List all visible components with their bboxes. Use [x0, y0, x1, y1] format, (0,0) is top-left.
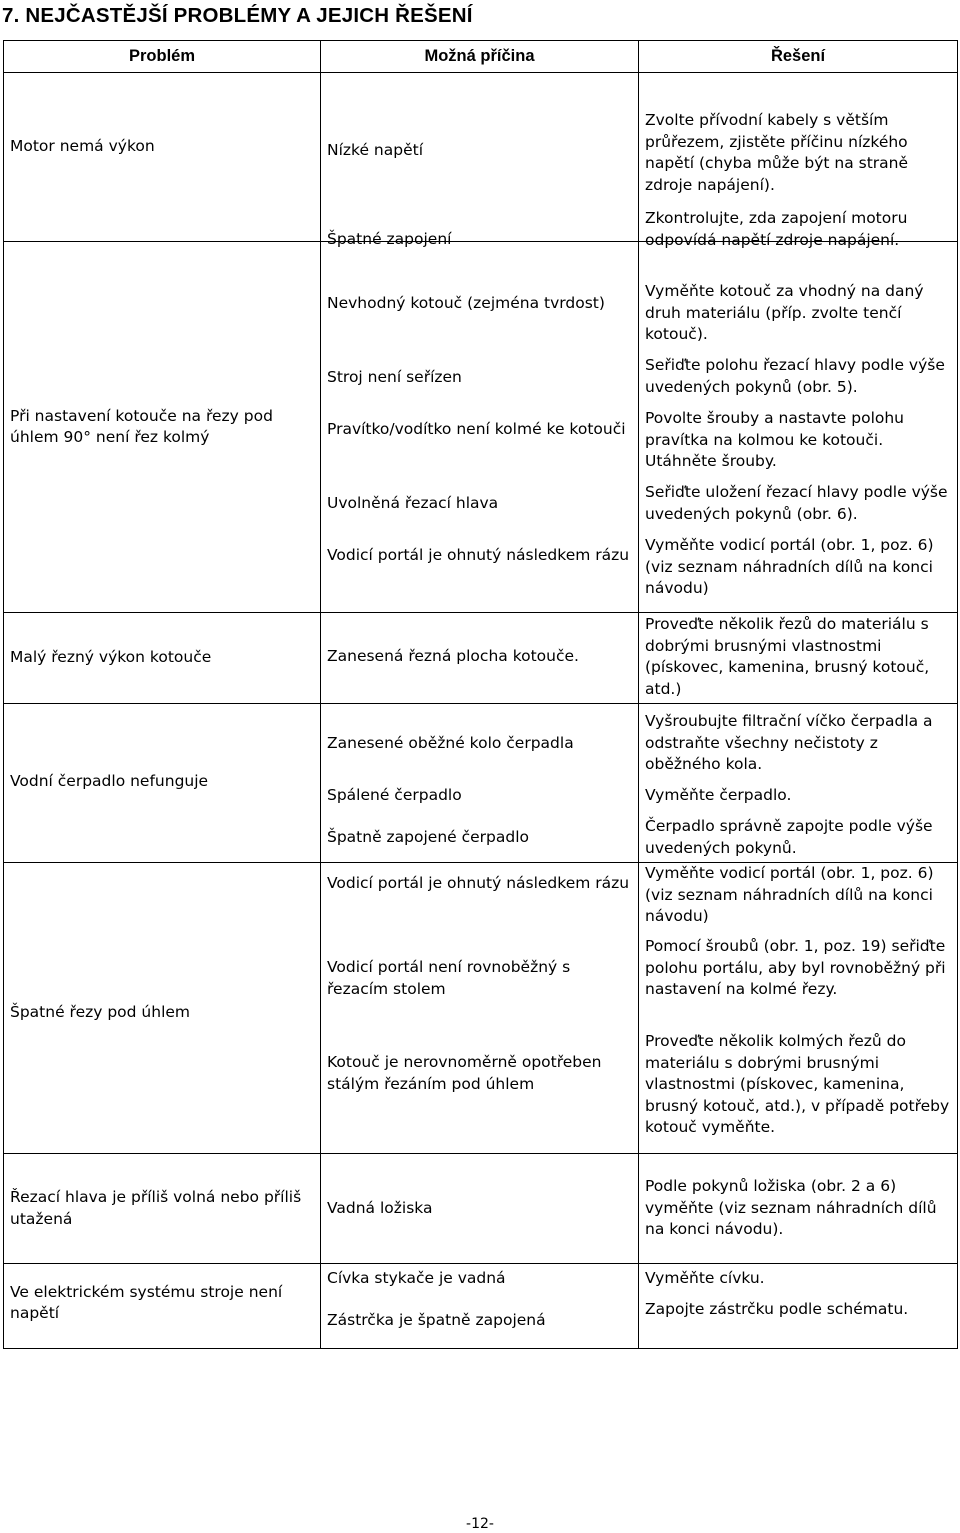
cause-text: Vodicí portál není rovnoběžný s řezacím stolem: [327, 958, 571, 998]
solution-cell: [639, 1264, 958, 1349]
cause-cell: [321, 704, 639, 863]
problem-cell: [4, 613, 321, 704]
cause-cell: [321, 613, 639, 704]
cause-text: Zástrčka je špatně zapojená: [327, 1311, 546, 1329]
solution-text: Vyměňte čerpadlo.: [645, 786, 792, 804]
solution-cell: [639, 704, 958, 863]
solution-text: Seřiďte polohu řezací hlavy podle výše uvedených pokynů (obr. 5).: [645, 356, 945, 396]
solution-text: Zkontrolujte, zda zapojení motoru odpovídá napětí zdroje napájení.: [645, 209, 908, 249]
problem-cell: [4, 242, 321, 613]
cause-text: Vodicí portál je ohnutý následkem rázu: [327, 874, 630, 892]
problem-cell: [4, 1154, 321, 1264]
problem-cell: [4, 73, 321, 242]
cause-text: Zanesené oběžné kolo čerpadla: [327, 734, 574, 752]
solution-text: Povolte šrouby a nastavte polohu pravítka na kolmou ke kotouči. Utáhněte šrouby.: [645, 409, 905, 470]
problem-cell: [4, 1264, 321, 1349]
problem-cell: [4, 863, 321, 1154]
cause-cell: [321, 1264, 639, 1349]
solution-cell: [639, 73, 958, 249]
problem-text: Řezací hlava je příliš volná nebo příliš utažená: [10, 1188, 302, 1228]
cause-text: Stroj není seřízen: [327, 368, 462, 386]
problem-text: Motor nemá výkon: [10, 137, 155, 156]
table-header-row: [4, 41, 958, 73]
solution-text: Vyměňte cívku.: [645, 1269, 765, 1287]
cause-text: Vadná ložiska: [327, 1199, 433, 1217]
cause-text: Kotouč je nerovnoměrně opotřeben stálým řezáním pod úhlem: [327, 1053, 602, 1093]
column-header-problem: Problém: [4, 41, 321, 73]
table-row: [4, 242, 958, 613]
cause-text: Nízké napětí: [327, 141, 424, 159]
solution-text: Podle pokynů ložiska (obr. 2 a 6) vyměňte (viz seznam náhradních dílů na konci návodu).: [645, 1177, 937, 1238]
column-header-cause: Možná příčina: [321, 41, 639, 73]
cause-cell: [321, 242, 639, 613]
solution-text: Čerpadlo správně zapojte podle výše uvedených pokynů.: [645, 817, 933, 857]
problem-text: Vodní čerpadlo nefunguje: [10, 772, 209, 791]
table-row: [4, 863, 958, 1154]
cause-text: Cívka stykače je vadná: [327, 1269, 506, 1287]
solution-text: Seřiďte uložení řezací hlavy podle výše uvedených pokynů (obr. 6).: [645, 483, 948, 523]
solution-text: Vyměňte kotouč za vhodný na daný druh materiálu (příp. zvolte tenčí kotouč).: [645, 282, 924, 343]
table-row: [4, 1264, 958, 1349]
cause-text: Vodicí portál je ohnutý následkem rázu: [327, 546, 630, 564]
solution-text: Proveďte několik kolmých řezů do materiálu s dobrými brusnými vlastnostmi (pískovec, kamenina, brusný kotouč, atd.), v případě potřeby kotouč vyměňte.: [645, 1032, 950, 1136]
cause-text: Nevhodný kotouč (zejména tvrdost): [327, 294, 605, 312]
table-row: [4, 704, 958, 863]
problem-cell: [4, 704, 321, 863]
solution-text: Vyšroubujte filtrační víčko čerpadla a odstraňte všechny nečistoty z oběžného kola.: [645, 712, 933, 773]
column-header-solution: Řešení: [639, 41, 958, 73]
solution-cell: [639, 863, 958, 1154]
cause-text: Špatně zapojené čerpadlo: [327, 828, 530, 846]
page-number: -12-: [466, 1516, 494, 1532]
cause-text: Špatné zapojení: [327, 230, 452, 248]
solution-text: Pomocí šroubů (obr. 1, poz. 19) seřiďte polohu portálu, aby byl rovnoběžný při nastavení na kolmé řezy.: [645, 937, 946, 998]
cause-cell: [321, 1154, 639, 1264]
cause-text: Spálené čerpadlo: [327, 786, 462, 804]
solution-cell: [639, 1154, 958, 1264]
problem-text: Špatné řezy pod úhlem: [10, 1003, 191, 1022]
troubleshooting-table: [3, 40, 958, 1349]
problem-text: Při nastavení kotouče na řezy pod úhlem 90° není řez kolmý: [10, 406, 273, 446]
table-row: [4, 73, 958, 242]
problem-text: Ve elektrickém systému stroje není napětí: [10, 1282, 283, 1322]
solution-text: Vyměňte vodicí portál (obr. 1, poz. 6) (viz seznam náhradních dílů na konci návodu): [645, 864, 934, 925]
solution-cell: [639, 242, 958, 613]
solution-text: Vyměňte vodicí portál (obr. 1, poz. 6) (viz seznam náhradních dílů na konci návodu): [645, 536, 934, 597]
cause-cell: [321, 863, 639, 1154]
cause-text: Uvolněná řezací hlava: [327, 494, 499, 512]
solution-text: Proveďte několik řezů do materiálu s dobrými brusnými vlastnostmi (pískovec, kamenina, brusný kotouč, atd.): [645, 615, 930, 698]
table-row: [4, 613, 958, 704]
cause-text: Pravítko/vodítko není kolmé ke kotouči: [327, 420, 626, 438]
cause-text: Zanesená řezná plocha kotouče.: [327, 647, 579, 665]
page-heading: 7. NEJČASTĚJŠÍ PROBLÉMY A JEJICH ŘEŠENÍ: [2, 4, 473, 27]
cause-cell: [321, 73, 639, 248]
solution-text: Zapojte zástrčku podle schématu.: [645, 1300, 909, 1318]
solution-cell: [639, 613, 958, 704]
problem-text: Malý řezný výkon kotouče: [10, 648, 212, 667]
table-row: [4, 1154, 958, 1264]
solution-text: Zvolte přívodní kabely s větším průřezem, zjistěte příčinu nízkého napětí (chyba může být na straně zdroje napájení).: [645, 111, 909, 194]
